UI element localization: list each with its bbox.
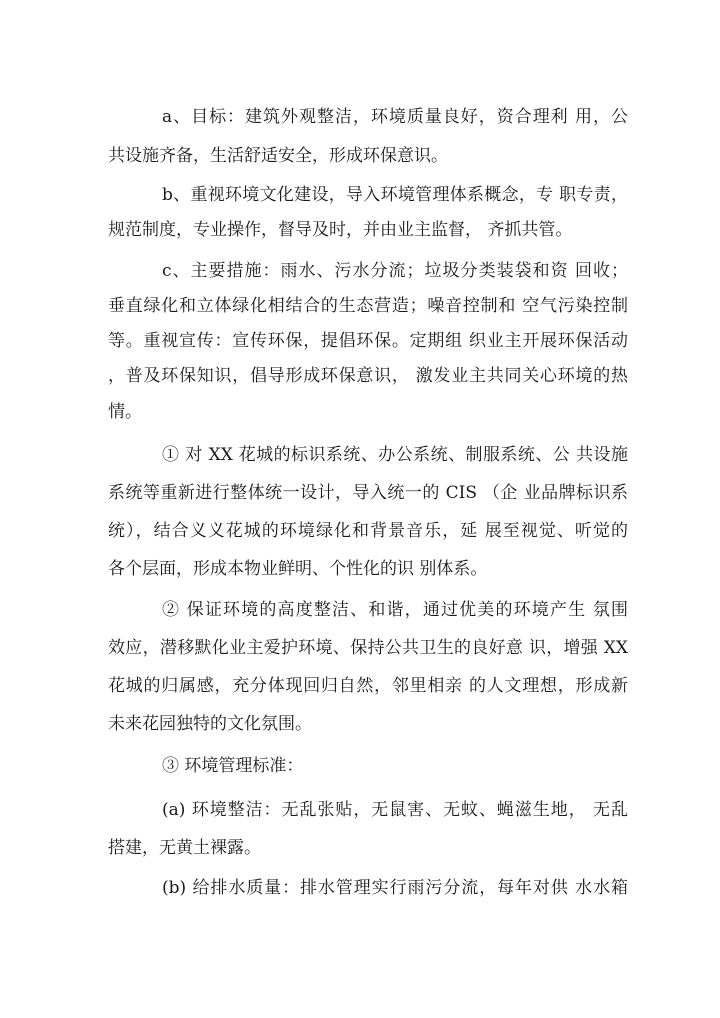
para-a-std-line-2: 搭建，无黄土裸露。: [108, 838, 261, 858]
para-c-line-3: 等。重视宣传：宣传环保，提倡环保。定期组 织业主开展环保活动: [108, 331, 628, 351]
para-1-line-1: ① 对 XX 花城的标识系统、办公系统、制服系统、公 共设施: [162, 445, 628, 465]
para-c-line-5: 情。: [108, 402, 142, 422]
para-2-line-3: 花城的归属感，充分体现回归自然，邻里相亲 的人文理想，形成新: [108, 676, 628, 696]
para-c-line-1: c、主要措施：雨水、污水分流；垃圾分类装袋和资 回收；: [162, 261, 628, 281]
para-a-line-1: a、目标：建筑外观整洁，环境质量良好，资合理利 用，公: [162, 107, 628, 127]
para-2-line-1: ② 保证环境的高度整洁、和谐，通过优美的环境产生 氛围: [162, 600, 628, 620]
para-2-line-4: 未来花园独特的文化氛围。: [108, 714, 312, 734]
para-1-line-3: 统），结合义义花城的环境绿化和背景音乐，延 展至视觉、听觉的: [108, 521, 628, 541]
para-1-line-2: 系统等重新进行整体统一设计，导入统一的 CIS （企 业品牌标识系: [108, 483, 628, 503]
para-2-line-2: 效应，潜移默化业主爱护环境、保持公共卫生的良好意 识，增强 XX: [108, 638, 628, 658]
para-b-line-1: b、重视环境文化建设，导入环境管理体系概念，专 职专责，: [162, 185, 628, 205]
para-a-line-2: 共设施齐备，生活舒适安全，形成环保意识。: [108, 146, 448, 166]
para-3-line-1: ③ 环境管理标准：: [162, 756, 304, 776]
para-b-line-2: 规范制度，专业操作，督导及时，并由业主监督， 齐抓共管。: [108, 220, 573, 240]
para-c-line-2: 垂直绿化和立体绿化相结合的生态营造；噪音控制和 空气污染控制: [108, 296, 628, 316]
para-c-line-4: ，普及环保知识，倡导形成环保意识， 激发业主共同关心环境的热: [108, 366, 628, 386]
para-1-line-4: 各个层面，形成本物业鲜明、个性化的识 别体系。: [108, 559, 488, 579]
para-a-std-line-1: (a) 环境整洁：无乱张贴，无鼠害、无蚊、蝇滋生地， 无乱: [162, 800, 628, 820]
para-b-std-line-1: (b) 给排水质量：排水管理实行雨污分流，每年对供 水水箱: [162, 878, 628, 898]
